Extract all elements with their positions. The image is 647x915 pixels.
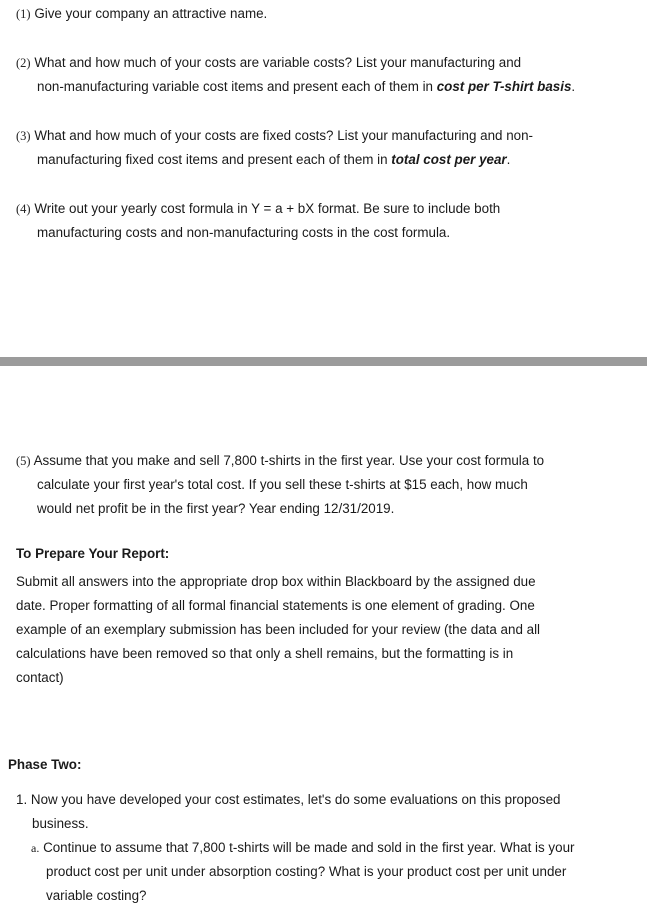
question-number: (4): [16, 202, 31, 216]
report-line: contact): [16, 670, 64, 685]
question-3: [16, 124, 636, 172]
item-line: variable costing?: [46, 888, 147, 903]
phase-two-item-1a: [31, 836, 623, 908]
phase-two-item-1: [16, 788, 630, 836]
question-number: (2): [16, 56, 31, 70]
item-line: Continue to assume that 7,800 t-shirts will be made and sold in the first year. What is your: [43, 840, 575, 855]
question-line: Assume that you make and sell 7,800 t-shirts in the first year. Use your cost formula to: [33, 453, 545, 468]
item-line: product cost per unit under absorption costing? What is your product cost per unit under: [46, 864, 567, 879]
question-number: (3): [16, 129, 31, 143]
question-text: Give your company an attractive name.: [34, 6, 268, 21]
report-line: Submit all answers into the appropriate drop box within Blackboard by the assigned due: [16, 574, 536, 589]
question-1: [16, 2, 636, 26]
question-line: non-manufacturing variable cost items and present each of them in cost per T-shirt basis.: [37, 79, 576, 94]
question-number: (5): [16, 454, 31, 468]
item-letter: a.: [31, 841, 40, 855]
question-line: manufacturing costs and non-manufacturing costs in the cost formula.: [37, 225, 451, 240]
question-2: [16, 51, 636, 99]
question-line: calculate your first year's total cost. If you sell these t-shirts at $15 each, how much: [37, 477, 528, 492]
question-line: What and how much of your costs are variable costs? List your manufacturing and: [34, 55, 522, 70]
phase-two-heading: Phase Two:: [8, 757, 82, 772]
report-line: example of an exemplary submission has been included for your review (the data and all: [16, 622, 541, 637]
report-line: date. Proper formatting of all formal financial statements is one element of grading. One: [16, 598, 535, 613]
item-number: 1.: [16, 792, 28, 807]
question-4: [16, 197, 636, 245]
question-line: would net profit be in the first year? Year ending 12/31/2019.: [37, 501, 395, 516]
question-line: What and how much of your costs are fixed costs? List your manufacturing and non-: [34, 128, 533, 143]
question-number: (1): [16, 7, 31, 21]
report-paragraph: [16, 570, 626, 690]
question-line: Write out your yearly cost formula in Y = a + bX format. Be sure to include both: [34, 201, 501, 216]
report-line: calculations have been removed so that only a shell remains, but the formatting is in: [16, 646, 514, 661]
page-divider: [0, 357, 647, 366]
report-heading: To Prepare Your Report:: [16, 546, 170, 561]
question-5: [16, 449, 636, 521]
emphasis-text: cost per T-shirt basis: [436, 79, 572, 94]
emphasis-text: total cost per year: [391, 152, 507, 167]
item-line: business.: [32, 816, 89, 831]
item-line: Now you have developed your cost estimates, let's do some evaluations on this proposed: [30, 792, 561, 807]
question-line: manufacturing fixed cost items and present each of them in total cost per year.: [37, 152, 511, 167]
